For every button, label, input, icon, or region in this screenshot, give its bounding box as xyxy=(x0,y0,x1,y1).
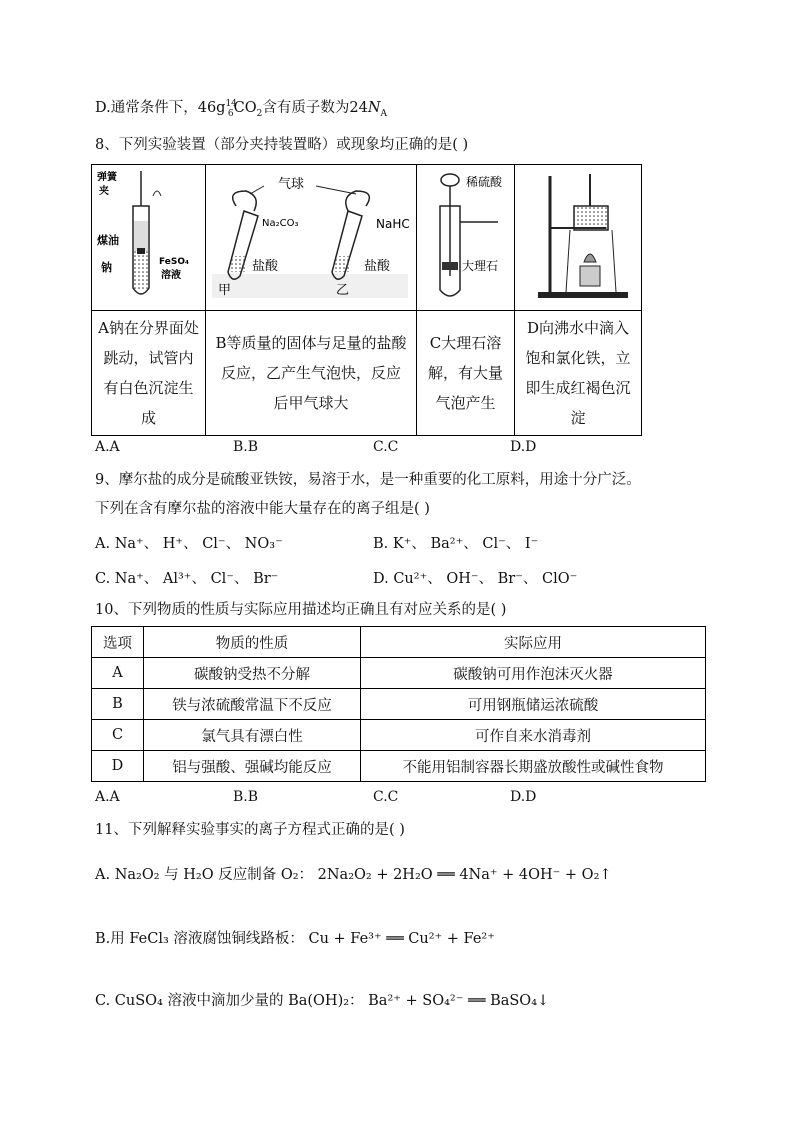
table-cell: 氯气具有漂白性 xyxy=(144,720,361,751)
q11-c-prefix: C. CuSO₄ 溶液中滴加少量的 Ba(OH)₂： xyxy=(95,993,364,1009)
svg-text:钠: 钠 xyxy=(100,260,112,274)
table-row xyxy=(92,751,706,782)
header-cell: 实际应用 xyxy=(361,627,706,658)
q11-option-b[interactable] xyxy=(95,927,495,948)
q11-option-c[interactable] xyxy=(95,989,549,1010)
q7-option-d: D.通常条件下，$46g^{14}_6CO_2$含有质子数为$24N_A$ xyxy=(95,99,387,119)
table-cell: 碳酸钠受热不分解 xyxy=(144,658,361,689)
q11-b-prefix: B.用 FeCl₃ 溶液腐蚀铜线路板： xyxy=(95,931,304,947)
table-cell: 可作自来水消毒剂 xyxy=(361,720,706,751)
svg-text:大理石: 大理石 xyxy=(461,258,498,273)
q8-figure-a xyxy=(92,165,206,311)
q8-figure-d xyxy=(515,165,642,311)
svg-text:盐酸: 盐酸 xyxy=(364,258,391,274)
q8-cell-c: C大理石溶解，有大量气泡产生 xyxy=(417,311,515,436)
svg-text:稀硫酸: 稀硫酸 xyxy=(465,174,502,189)
q11-b-equation: Cu + Fe³⁺ ══ Cu²⁺ + Fe²⁺ xyxy=(308,931,495,947)
svg-text:盐酸: 盐酸 xyxy=(252,258,279,274)
q11-a-equation: 2Na₂O₂ + 2H₂O ══ 4Na⁺ + 4OH⁻ + O₂↑ xyxy=(317,867,612,883)
table-cell: 碳酸钠可用作泡沫灭火器 xyxy=(361,658,706,689)
q8-cell-d: D向沸水中滴入饱和氯化铁，立即生成红褐色沉淀 xyxy=(515,311,642,436)
svg-text:FeSO₄: FeSO₄ xyxy=(158,256,189,267)
table-cell: D xyxy=(92,751,144,782)
svg-text:甲: 甲 xyxy=(218,282,232,298)
q9-stem-line1: 9、摩尔盐的成分是硫酸亚铁铵，易溶于水，是一种重要的化工原料，用途十分广泛。 xyxy=(95,472,641,488)
q9-option-b[interactable]: B. K⁺、 Ba²⁺、 Cl⁻、 I⁻ xyxy=(373,536,539,552)
q10-option-d[interactable]: D.D xyxy=(510,789,537,805)
table-cell: 可用钢瓶储运浓硫酸 xyxy=(361,689,706,720)
marble-acid-figure xyxy=(418,166,514,306)
q10-option-c[interactable]: C.C xyxy=(373,789,399,805)
svg-text:溶液: 溶液 xyxy=(160,269,181,281)
table-cell: A xyxy=(92,658,144,689)
q8-cell-b: B等质量的固体与足量的盐酸反应，乙产生气泡快，反应后甲气球大 xyxy=(206,311,417,436)
table-cell: C xyxy=(92,720,144,751)
q8-figure-c xyxy=(417,165,515,311)
svg-text:NaHC: NaHC xyxy=(376,216,410,231)
table-row xyxy=(92,689,706,720)
svg-text:乙: 乙 xyxy=(336,282,350,298)
q9-option-c[interactable]: C. Na⁺、 Al³⁺、 Cl⁻、 Br⁻ xyxy=(95,571,279,587)
q8-option-b[interactable]: B.B xyxy=(233,439,259,455)
table-row xyxy=(92,720,706,751)
q8-option-a[interactable]: A.A xyxy=(95,439,120,455)
svg-text:气球: 气球 xyxy=(278,176,305,192)
test-tube-sodium-figure xyxy=(93,166,205,306)
table-cell: 铝与强酸、强碱均能反应 xyxy=(144,751,361,782)
q10-stem: 10、下列物质的性质与实际应用描述均正确且有对应关系的是( ) xyxy=(95,602,507,618)
q11-c-equation: Ba²⁺ + SO₄²⁻ ══ BaSO₄↓ xyxy=(368,993,550,1009)
table-row xyxy=(92,658,706,689)
q8-apparatus-table xyxy=(91,164,642,436)
q8-option-d[interactable]: D.D xyxy=(510,439,537,455)
q11-a-prefix: A. Na₂O₂ 与 H₂O 反应制备 O₂： xyxy=(95,867,314,883)
balloon-tubes-figure xyxy=(206,166,416,306)
q9-stem-line2: 下列在含有摩尔盐的溶液中能大量存在的离子组是( ) xyxy=(95,501,430,517)
header-cell: 选项 xyxy=(92,627,144,658)
q10-option-a[interactable]: A.A xyxy=(95,789,120,805)
q10-option-b[interactable]: B.B xyxy=(233,789,259,805)
boiling-water-figure xyxy=(516,166,641,306)
q10-table xyxy=(91,626,706,782)
svg-text:煤油: 煤油 xyxy=(96,233,119,247)
q9-option-d[interactable]: D. Cu²⁺、 OH⁻、 Br⁻、 ClO⁻ xyxy=(373,571,578,587)
svg-text:夹: 夹 xyxy=(98,185,109,197)
q8-cell-a: A钠在分界面处跳动，试管内有白色沉淀生成 xyxy=(92,311,206,436)
q9-option-a[interactable]: A. Na⁺、 H⁺、 Cl⁻、 NO₃⁻ xyxy=(95,536,283,552)
q8-stem: 8、下列实验装置（部分夹持装置略）或现象均正确的是( ) xyxy=(95,137,469,153)
table-cell: 不能用铝制容器长期盛放酸性或碱性食物 xyxy=(361,751,706,782)
svg-text:Na₂CO₃: Na₂CO₃ xyxy=(262,217,299,229)
table-cell: B xyxy=(92,689,144,720)
q8-figure-b xyxy=(206,165,417,311)
q8-option-c[interactable]: C.C xyxy=(373,439,399,455)
table-header-row xyxy=(92,627,706,658)
svg-text:弹簧: 弹簧 xyxy=(96,171,117,183)
q11-stem: 11、下列解释实验事实的离子方程式正确的是( ) xyxy=(95,822,405,838)
table-cell: 铁与浓硫酸常温下不反应 xyxy=(144,689,361,720)
header-cell: 物质的性质 xyxy=(144,627,361,658)
q11-option-a[interactable] xyxy=(95,863,612,884)
